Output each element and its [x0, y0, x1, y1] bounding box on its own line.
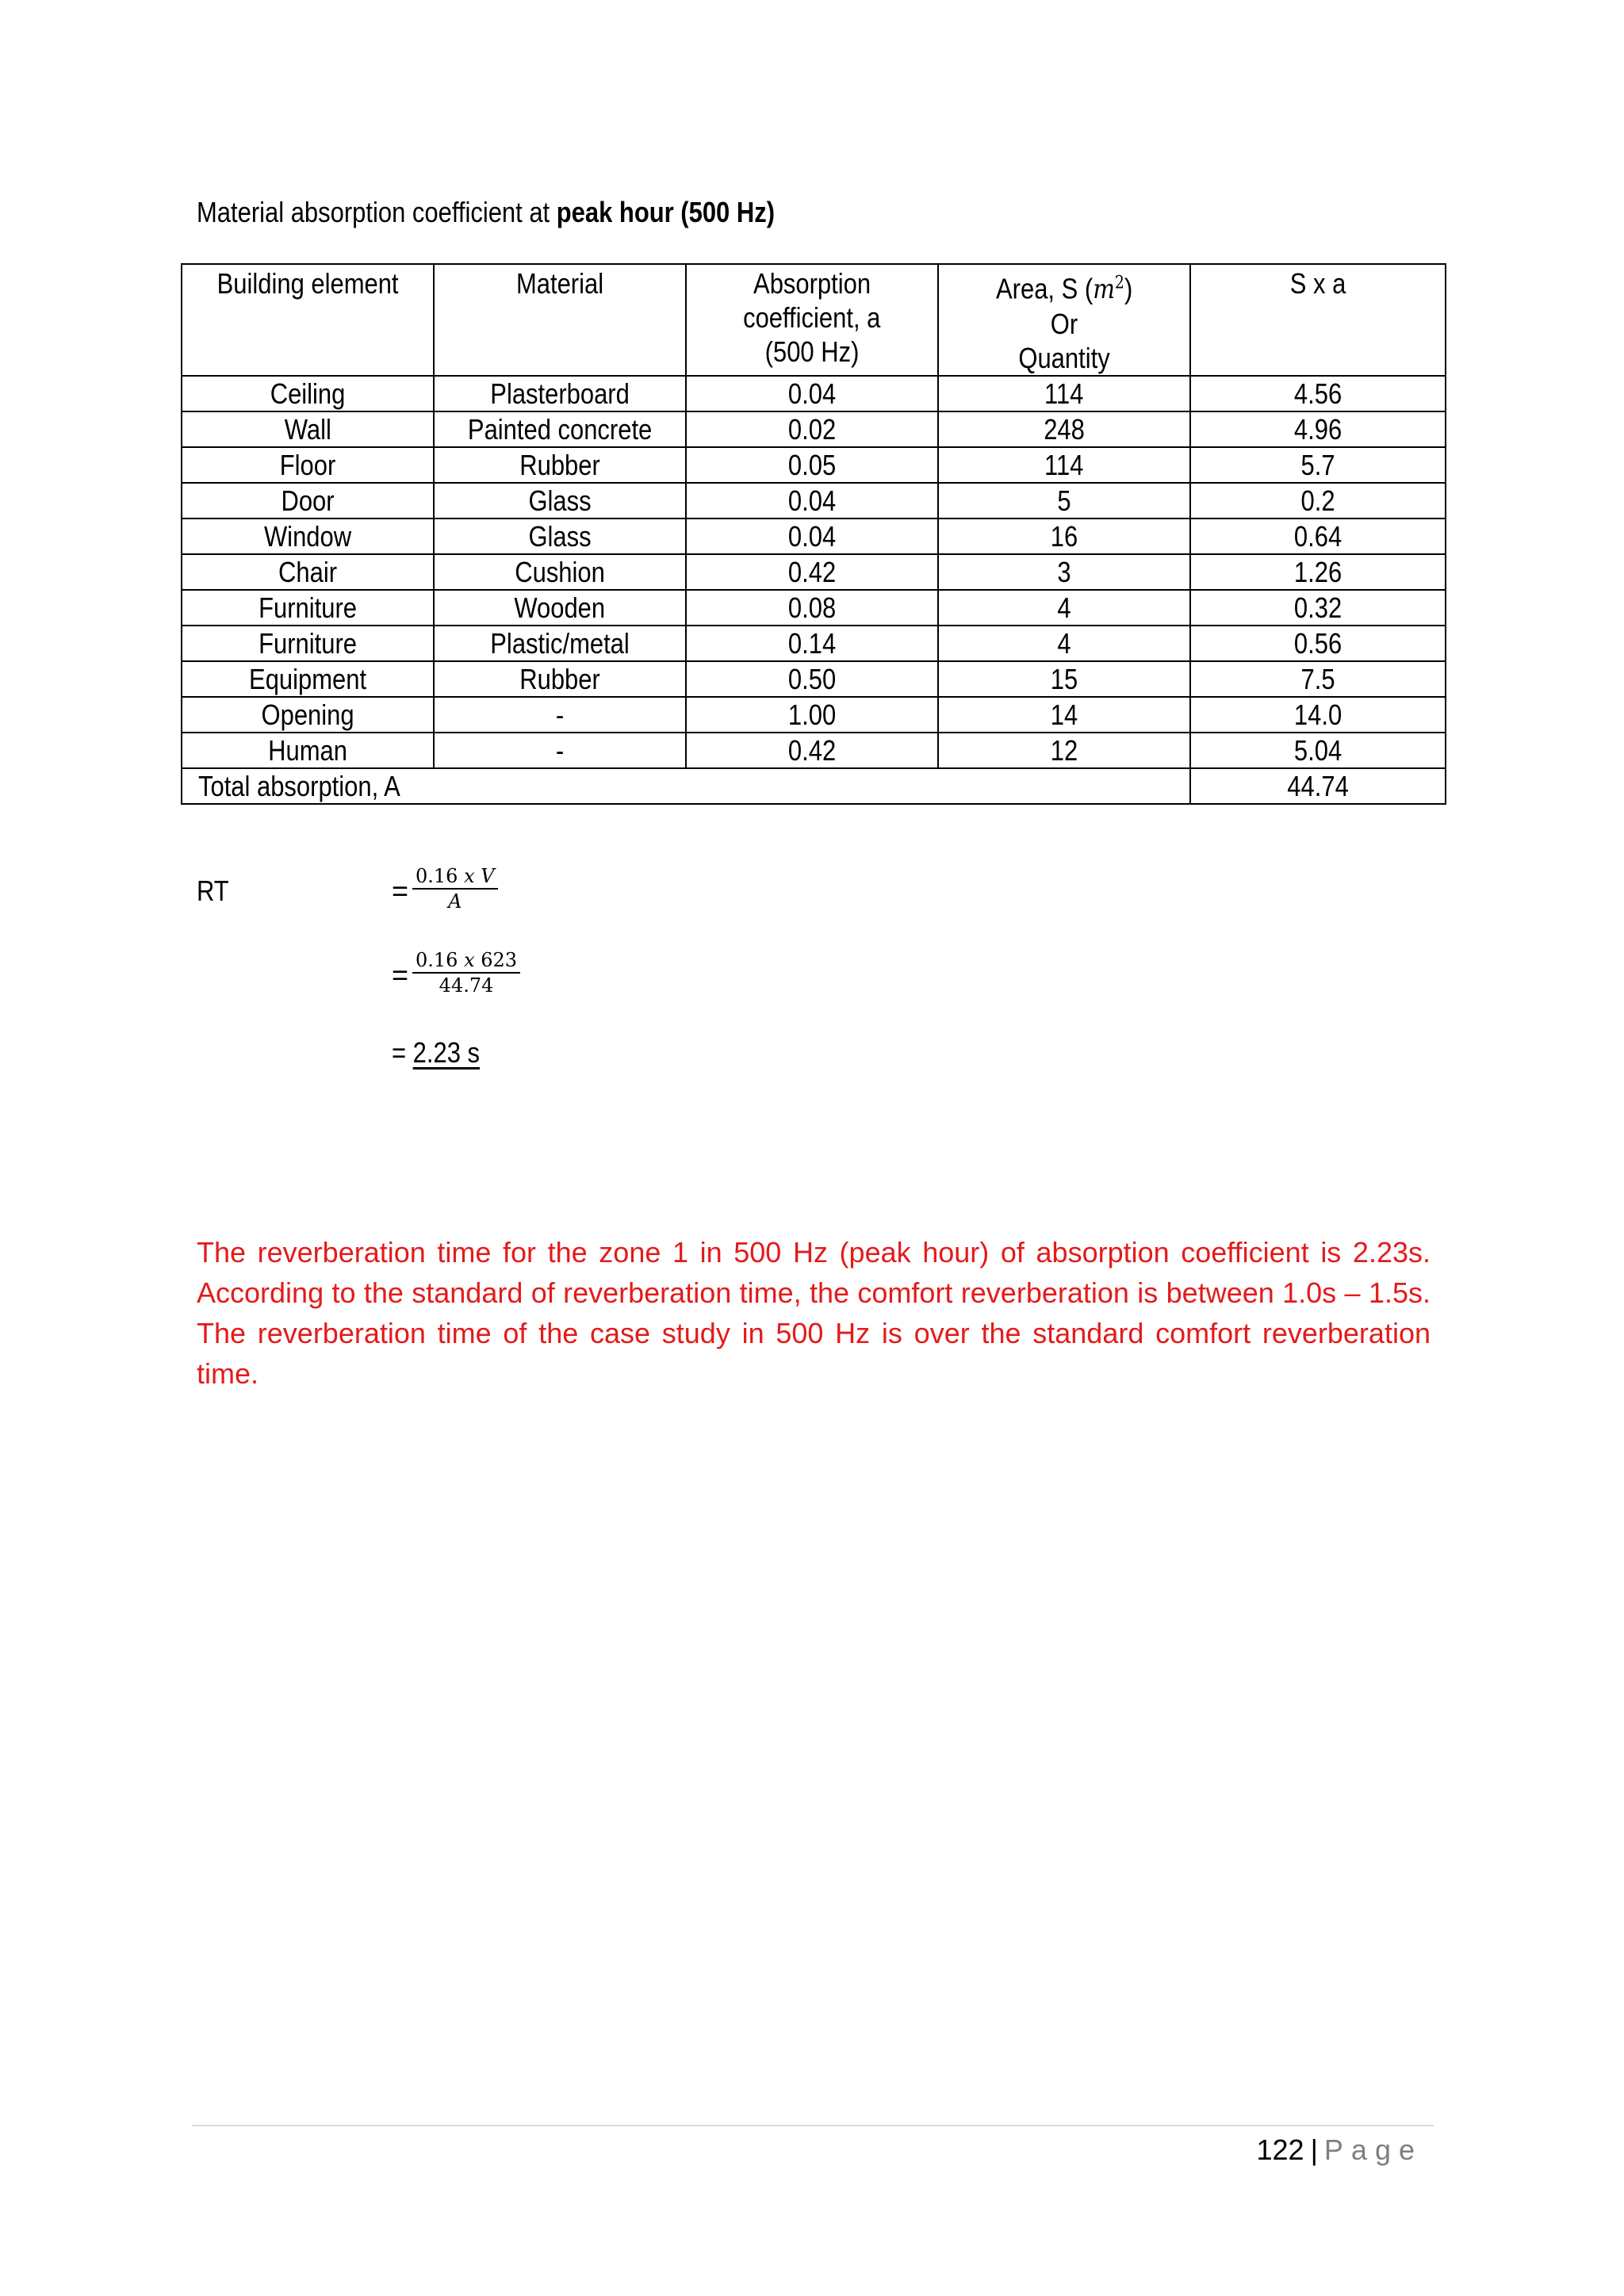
cell-sxa: 0.32	[1190, 590, 1446, 626]
cell-material: -	[434, 697, 686, 733]
fraction-2-denominator: 44.74	[439, 974, 494, 997]
table-row	[182, 483, 1446, 519]
cell-coef: 0.50	[686, 661, 938, 697]
conclusion-paragraph: The reverberation time for the zone 1 in 500 Hz (peak hour) of absorption coefficient is 2.23s. According to the standard of reverberation time, the comfort reverberation is between 1.0s – 1.5s. The reverberation time of the case study in 500 Hz is over the standard comfort reverberation time.	[197, 1236, 1431, 1390]
cell-sxa: 4.56	[1190, 376, 1446, 411]
cell-material: Wooden	[434, 590, 686, 626]
table-row	[182, 661, 1446, 697]
rt-result-value: 2.23 s	[412, 1036, 481, 1069]
cell-coef: 1.00	[686, 697, 938, 733]
cell-sxa: 7.5	[1190, 661, 1446, 697]
cell-sxa: 5.04	[1190, 733, 1446, 768]
cell-area: 248	[938, 411, 1190, 447]
table-total-row	[182, 768, 1446, 804]
header-area-line1: Area, S (	[995, 272, 1094, 305]
page-footer	[1256, 2131, 1423, 2169]
formula-fraction-1	[412, 864, 498, 913]
fraction-1-denominator: A	[448, 890, 462, 913]
cell-element: Equipment	[182, 661, 434, 697]
table-row	[182, 733, 1446, 768]
cell-area: 114	[938, 376, 1190, 411]
cell-element: Window	[182, 519, 434, 554]
cell-sxa: 0.2	[1190, 483, 1446, 519]
table-header-row	[182, 264, 1446, 376]
header-area-close: )	[1124, 272, 1133, 305]
cell-element: Door	[182, 483, 434, 519]
cell-material: Rubber	[434, 661, 686, 697]
cell-element: Chair	[182, 554, 434, 590]
cell-element: Furniture	[182, 626, 434, 661]
page-number: 122	[1256, 2133, 1304, 2166]
cell-area: 12	[938, 733, 1190, 768]
heading-prefix: Material absorption coefficient at	[197, 196, 557, 228]
cell-area: 114	[938, 447, 1190, 483]
cell-material: Rubber	[434, 447, 686, 483]
cell-element: Opening	[182, 697, 434, 733]
header-absorption-line1: Absorption	[753, 267, 871, 300]
cell-coef: 0.14	[686, 626, 938, 661]
section-heading	[197, 193, 869, 232]
table-row	[182, 554, 1446, 590]
header-absorption	[686, 264, 938, 376]
equals-sign-2: =	[392, 959, 409, 991]
header-sxa: S x a	[1190, 264, 1446, 376]
table-body	[182, 376, 1446, 768]
header-area-line3: Quantity	[1018, 342, 1110, 375]
table-row	[182, 590, 1446, 626]
cell-coef: 0.04	[686, 483, 938, 519]
footer-divider	[192, 2125, 1434, 2126]
header-area	[938, 264, 1190, 376]
table-row	[182, 626, 1446, 661]
cell-area: 5	[938, 483, 1190, 519]
footer-separator: |	[1310, 2133, 1318, 2166]
cell-area: 4	[938, 626, 1190, 661]
cell-material: Glass	[434, 519, 686, 554]
cell-coef: 0.42	[686, 733, 938, 768]
cell-material: -	[434, 733, 686, 768]
header-absorption-line2: coefficient, a	[743, 301, 881, 334]
cell-sxa: 0.64	[1190, 519, 1446, 554]
heading-bold: peak hour (500 Hz)	[556, 196, 776, 228]
cell-material: Cushion	[434, 554, 686, 590]
rt-result: = 2.23 s	[392, 1036, 481, 1069]
fraction-1-numerator: 0.16 x V	[412, 864, 498, 890]
cell-element: Human	[182, 733, 434, 768]
header-building-element: Building element	[182, 264, 434, 376]
cell-sxa: 1.26	[1190, 554, 1446, 590]
total-value: 44.74	[1190, 768, 1446, 804]
cell-material: Plasterboard	[434, 376, 686, 411]
cell-coef: 0.42	[686, 554, 938, 590]
cell-sxa: 14.0	[1190, 697, 1446, 733]
page-word: Page	[1323, 2133, 1423, 2166]
cell-coef: 0.02	[686, 411, 938, 447]
table-row	[182, 376, 1446, 411]
header-absorption-line3: (500 Hz)	[764, 335, 860, 368]
total-label: Total absorption, A	[182, 768, 1190, 804]
table-row	[182, 447, 1446, 483]
cell-sxa: 4.96	[1190, 411, 1446, 447]
table-row	[182, 519, 1446, 554]
table-row	[182, 697, 1446, 733]
cell-sxa: 5.7	[1190, 447, 1446, 483]
rt-label: RT	[197, 874, 229, 907]
fraction-2-numerator: 0.16 x 623	[412, 948, 520, 974]
cell-element: Wall	[182, 411, 434, 447]
cell-element: Ceiling	[182, 376, 434, 411]
cell-material: Glass	[434, 483, 686, 519]
equals-sign-1: =	[392, 874, 409, 907]
cell-material: Plastic/metal	[434, 626, 686, 661]
cell-coef: 0.05	[686, 447, 938, 483]
formula-fraction-2	[412, 948, 520, 997]
absorption-table	[181, 263, 1446, 805]
cell-sxa: 0.56	[1190, 626, 1446, 661]
cell-area: 4	[938, 590, 1190, 626]
header-material: Material	[434, 264, 686, 376]
cell-element: Floor	[182, 447, 434, 483]
cell-area: 14	[938, 697, 1190, 733]
cell-material: Painted concrete	[434, 411, 686, 447]
header-area-unit: $m^2$	[1093, 274, 1124, 306]
header-area-line2: Or	[1050, 308, 1078, 341]
table-row	[182, 411, 1446, 447]
cell-area: 15	[938, 661, 1190, 697]
cell-area: 16	[938, 519, 1190, 554]
cell-coef: 0.04	[686, 376, 938, 411]
cell-coef: 0.08	[686, 590, 938, 626]
cell-coef: 0.04	[686, 519, 938, 554]
cell-area: 3	[938, 554, 1190, 590]
cell-element: Furniture	[182, 590, 434, 626]
